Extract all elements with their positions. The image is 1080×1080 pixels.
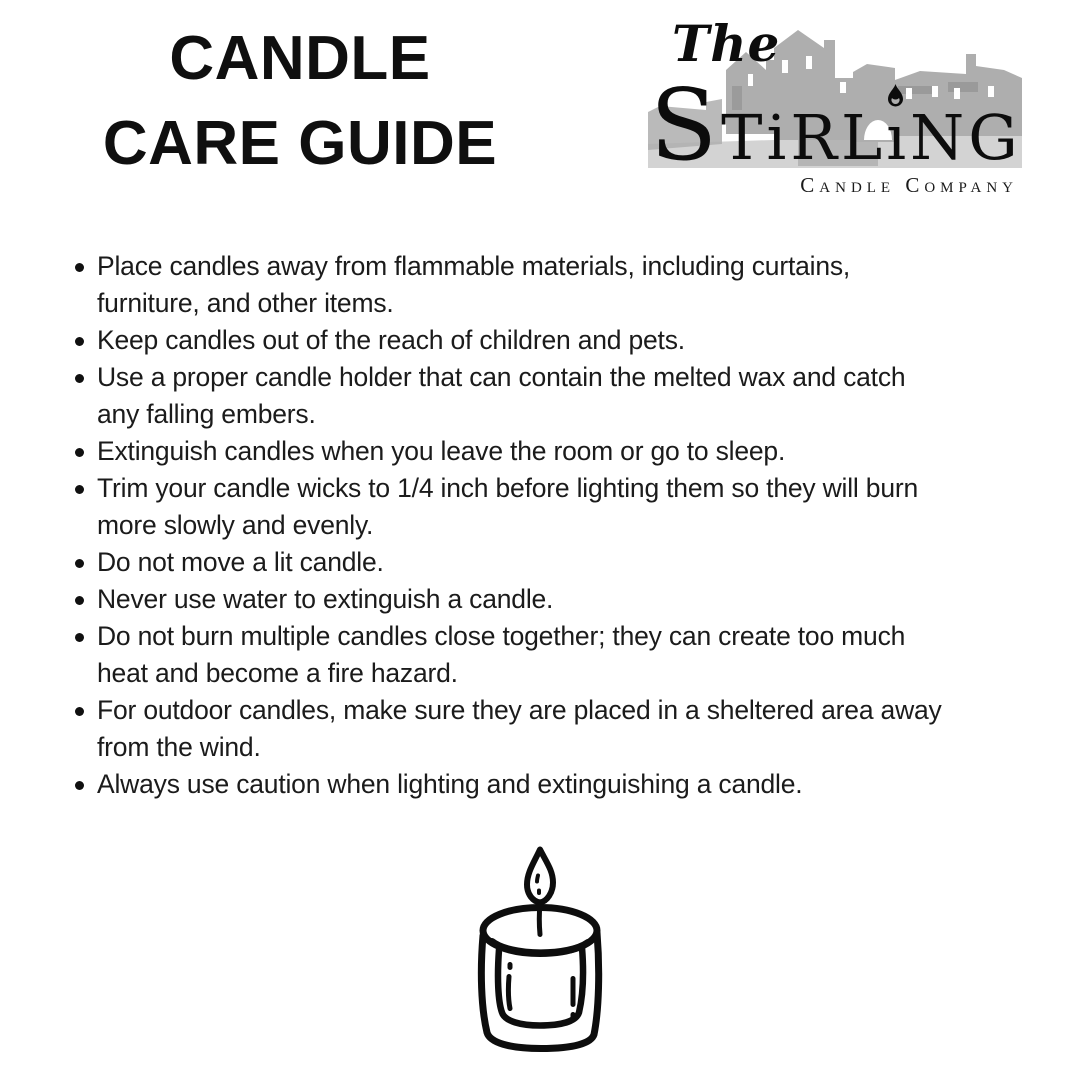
brand-logo	[648, 16, 1022, 198]
care-tip: Do not move a lit candle.	[60, 544, 1040, 581]
care-tip: For outdoor candles, make sure they are placed in a sheltered area away from the wind.	[60, 692, 1040, 766]
brand-end: NG	[910, 101, 1022, 175]
brand-name	[650, 69, 1022, 184]
care-tip: Always use caution when lighting and extinguishing a candle.	[60, 766, 1040, 803]
care-tip: Use a proper candle holder that can contain the melted wax and catch any falling embers.	[60, 359, 1040, 433]
brand-initial: S	[650, 69, 722, 184]
care-tip: Keep candles out of the reach of children and pets.	[60, 322, 1040, 359]
brand-flame-i: ı	[886, 109, 910, 168]
logo-subtitle: Candle Company	[800, 173, 1018, 197]
care-tip: Place candles away from flammable materials, including curtains, furniture, and other items.	[60, 248, 1040, 322]
care-tip: Do not burn multiple candles close together; they can create too much heat and become a fire hazard.	[60, 618, 1040, 692]
care-tip: Trim your candle wicks to 1/4 inch before lighting them so they will burn more slowly and evenly.	[60, 470, 1040, 544]
logo-word-the: The	[672, 14, 781, 73]
flame-icon	[888, 84, 903, 108]
care-tip: Never use water to extinguish a candle.	[60, 581, 1040, 618]
candle-icon	[477, 843, 605, 1053]
care-tips-list	[60, 248, 1040, 803]
page-title	[95, 16, 505, 186]
page-title-line2: CARE GUIDE	[102, 109, 498, 178]
care-tip: Extinguish candles when you leave the room or go to sleep.	[60, 433, 1040, 470]
brand-mid: TiRL	[721, 101, 887, 175]
page-title-line1: CANDLE	[169, 24, 431, 93]
